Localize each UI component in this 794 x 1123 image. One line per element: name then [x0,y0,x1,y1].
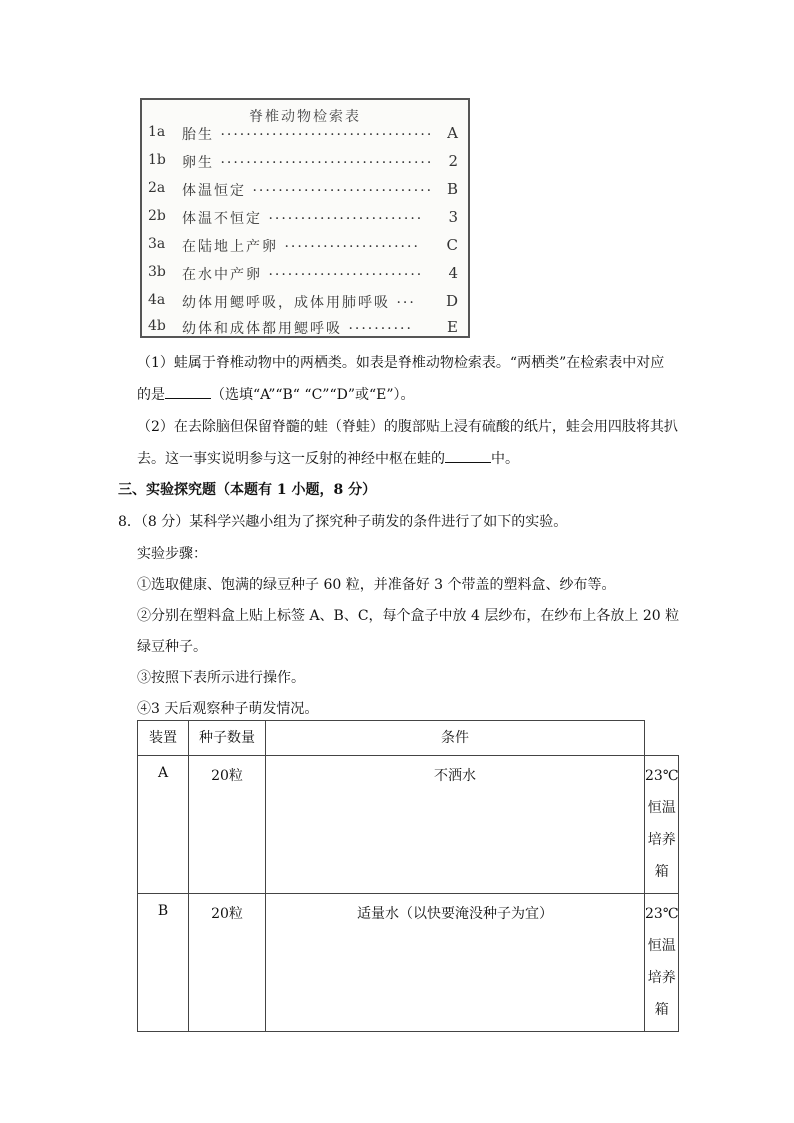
answer-blank[interactable] [445,450,491,463]
cell-water: 不洒水 [266,756,645,894]
key-row [146,314,462,342]
cell-seed-count: 20粒 [189,756,266,894]
q1-line1: （1）蛙属于脊椎动物中的两栖类。如表是脊椎动物检索表。“两栖类”在检索表中对应 [137,355,665,371]
key-code: 3a [148,236,166,252]
experiment-table [137,720,679,1032]
key-desc: 在水中产卵 ························ [182,267,424,283]
table-row [138,756,679,894]
key-row [146,260,462,288]
cell-seed-count: 20粒 [189,894,266,1032]
vertebrate-key-table [140,98,470,338]
incubator-temp: 23℃ [645,768,679,784]
cell-device: B [138,894,189,1032]
key-code: 4b [148,318,166,334]
q1-line2 [137,384,415,404]
key-result: C [446,236,458,254]
key-row [146,288,462,316]
key-result: 3 [448,208,458,226]
cell-incubator [645,894,679,1032]
key-desc: 卵生 ································· [182,155,434,171]
q1-line2-post: （选填“A”“B“ “C”“D”或“E”）。 [211,387,415,403]
key-result: A [447,124,458,142]
key-desc: 体温不恒定 ························ [182,211,424,227]
key-table-title: 脊椎动物检索表 [249,109,361,125]
key-code: 1a [148,124,166,140]
cell-device: A [138,756,189,894]
key-row [146,148,462,176]
key-row [146,232,462,260]
key-code: 1b [148,152,166,168]
incubator-text: 恒温 [647,800,676,816]
key-result: D [445,292,458,310]
q8-intro: 8．（8 分）某科学兴趣小组为了探究种子萌发的条件进行了如下的实验。 [118,514,568,530]
key-result: 2 [448,152,458,170]
header-blank-cell [645,721,679,756]
key-result: 4 [448,264,458,282]
q8-steps-label: 实验步骤： [137,546,207,562]
key-result: E [447,318,458,336]
header-seed-count: 种子数量 [189,721,266,756]
key-code: 2a [148,180,166,196]
table-row [138,894,679,1032]
cell-water: 适量水（以快要淹没种子为宜） [266,894,645,1032]
table-header-row [138,721,679,756]
key-desc: 在陆地上产卵 ····················· [182,239,420,255]
header-device: 装置 [138,721,189,756]
q8-step1: ①选取健康、饱满的绿豆种子 60 粒，并准备好 3 个带盖的塑料盒、纱布等。 [137,577,616,593]
incubator-text: 箱 [654,864,669,880]
q8-step2-line1: ②分别在塑料盒上贴上标签 A、B、C，每个盒子中放 4 层纱布，在纱布上各放上 20 粒 [137,608,680,624]
key-desc: 幼体用鳃呼吸，成体用肺呼吸 ··· [182,295,416,311]
key-code: 2b [148,208,166,224]
q1-line2-pre: 的是 [137,387,165,403]
key-row [146,120,462,148]
key-result: B [446,180,458,198]
key-code: 4a [148,292,166,308]
incubator-text: 培养 [647,970,676,986]
incubator-text: 培养 [647,832,676,848]
key-row [146,176,462,204]
q2-line1: （2）在去除脑但保留脊髓的蛙（脊蛙）的腹部贴上浸有硫酸的纸片，蛙会用四肢将其扒 [137,419,678,435]
cell-incubator [645,756,679,894]
answer-blank[interactable] [165,386,211,399]
q2-line2 [137,448,519,468]
q2-line2-post: 中。 [491,451,519,467]
key-desc: 体温恒定 ···························· [182,183,434,199]
q8-step3: ③按照下表所示进行操作。 [137,670,305,686]
key-desc: 幼体和成体都用鳃呼吸 ·········· [182,321,413,337]
q8-step2-line2: 绿豆种子。 [137,639,207,655]
key-code: 3b [148,264,166,280]
key-desc: 胎生 ································· [182,127,434,143]
q2-line2-pre: 去。这一事实说明参与这一反射的神经中枢在蛙的 [137,451,445,467]
header-condition: 条件 [266,721,645,756]
q8-step4: ④3 天后观察种子萌发情况。 [137,701,319,717]
key-row [146,204,462,232]
incubator-text: 恒温 [647,938,676,954]
section-heading: 三、实验探究题（本题有 1 小题，8 分） [118,482,377,498]
incubator-temp: 23℃ [645,906,679,922]
incubator-text: 箱 [654,1002,669,1018]
